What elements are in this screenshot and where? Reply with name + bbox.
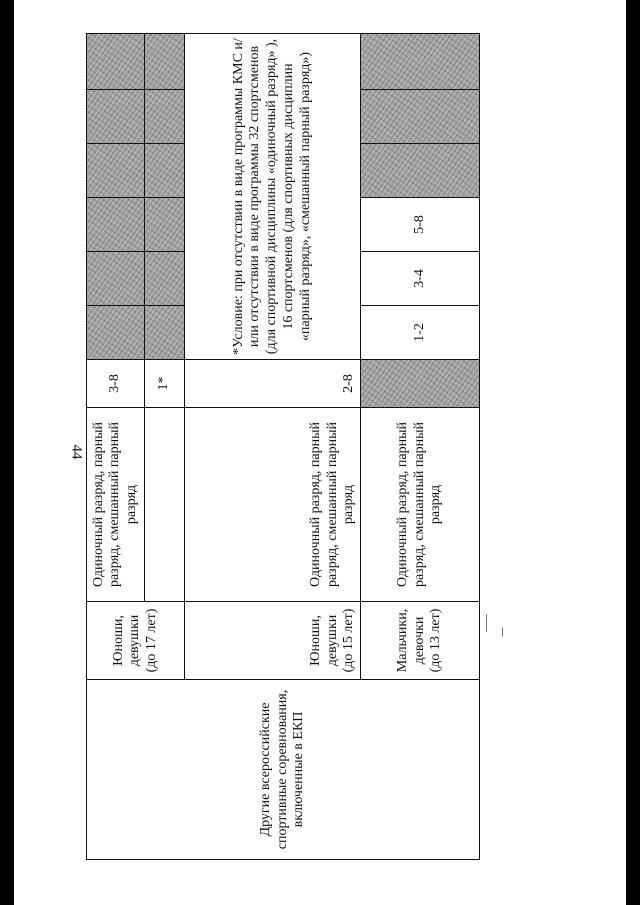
shaded-cell xyxy=(87,34,145,90)
shaded-cell xyxy=(87,144,145,198)
age-group-15: Юноши, девушки (до 15 лет) xyxy=(185,602,361,680)
shaded-cell xyxy=(361,34,480,90)
shaded-cell xyxy=(87,306,145,360)
footnote: *Условие: при отсутствии в виде программы КМС и/или отсутствии в виде программы 32 спортсменов (для спортивной дисциплины «одиночный разряд» ), 16 спортсменов (для спортивных дисциплин «парный разряд», «смешанный парный разряд») xyxy=(185,34,361,360)
shaded-cell xyxy=(361,144,480,198)
shaded-cell xyxy=(145,252,185,306)
places-15: 2-8 xyxy=(185,360,361,408)
shaded-cell xyxy=(145,198,185,252)
age-group-13: Мальчики, девочки (до 13 лет) xyxy=(361,602,480,680)
scan-artifact xyxy=(486,614,487,632)
event-cell: Другие всероссийские спортивные соревнования, включенные в ЕКП xyxy=(87,680,480,860)
age-group-17: Юноши, девушки (до 17 лет) xyxy=(87,602,185,680)
results-table xyxy=(86,33,480,860)
places-17: 3-8 xyxy=(87,360,145,408)
sub-place-17: 1* xyxy=(145,360,185,408)
shaded-cell xyxy=(145,144,185,198)
scan-artifact xyxy=(502,628,503,636)
shaded-cell xyxy=(87,198,145,252)
rotated-table-area xyxy=(86,34,479,860)
disciplines-15: Одиночный разряд, парный разряд, смешанный парный разряд xyxy=(185,408,361,602)
empty-cell xyxy=(145,408,185,602)
shaded-cell xyxy=(361,360,480,408)
disciplines-17: Одиночный разряд, парный разряд, смешанный парный разряд xyxy=(87,408,145,602)
page-number: 44 xyxy=(68,444,85,460)
disciplines-13: Одиночный разряд, парный разряд, смешанный парный разряд xyxy=(361,408,480,602)
places-13-3: 5-8 xyxy=(361,198,480,252)
shaded-cell xyxy=(145,34,185,90)
document-page xyxy=(14,0,626,905)
shaded-cell xyxy=(87,252,145,306)
shaded-cell xyxy=(145,306,185,360)
places-13-2: 3-4 xyxy=(361,252,480,306)
shaded-cell xyxy=(361,90,480,144)
shaded-cell xyxy=(145,90,185,144)
places-13-1: 1-2 xyxy=(361,306,480,360)
shaded-cell xyxy=(87,90,145,144)
